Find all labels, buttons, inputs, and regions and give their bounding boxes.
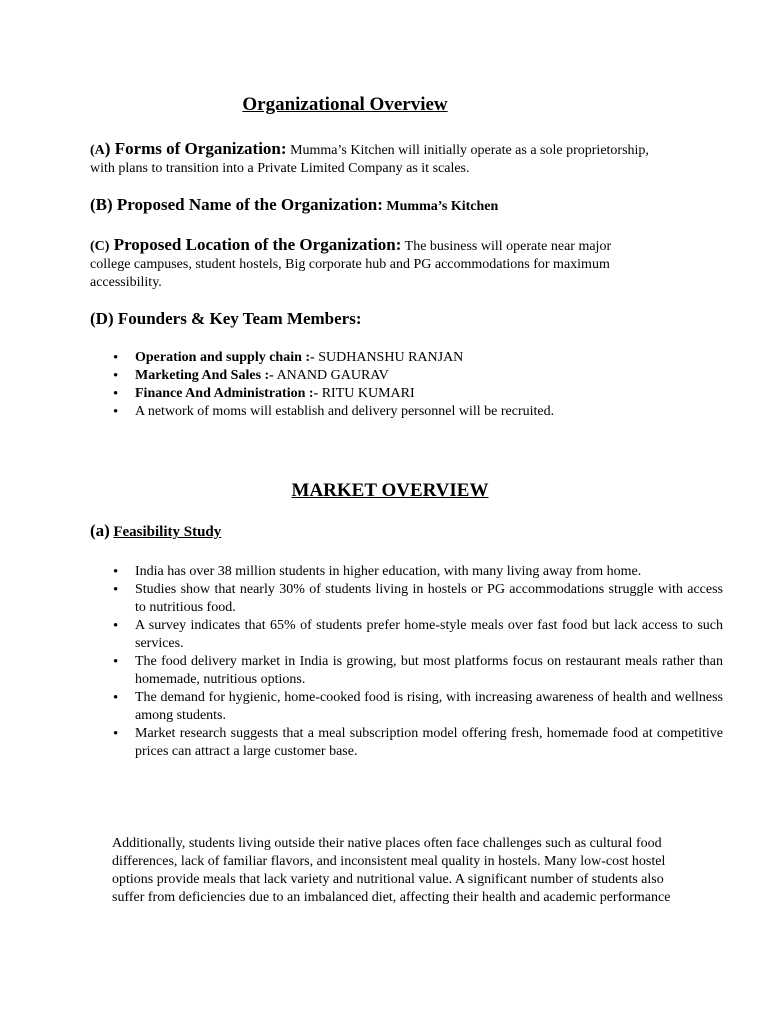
- member-role: Marketing And Sales :-: [135, 368, 274, 383]
- section-b-heading: (B) Proposed Name of the Organization:: [90, 195, 383, 214]
- list-item: • The food delivery market in India is growing, but most platforms focus on restaurant meals rather than homemade, nutritious options.: [135, 653, 723, 689]
- member-role: Operation and supply chain :-: [135, 350, 315, 365]
- market-title: MARKET OVERVIEW: [291, 480, 489, 501]
- section-a-text: Mumma’s Kitchen will initially operate as a sole proprietorship, with plans to transition into a Private Limited Company as it scales.: [90, 143, 649, 176]
- list-item: • India has over 38 million students in higher education, with many living away from home.: [135, 563, 723, 581]
- feasibility-title: Feasibility Study: [113, 524, 222, 540]
- section-a: [90, 140, 650, 178]
- member-name: SUDHANSHU RANJAN: [314, 350, 464, 365]
- list-item: • A network of moms will establish and delivery personnel will be recruited.: [135, 403, 723, 421]
- section-d-heading: (D) Founders & Key Team Members:: [90, 309, 362, 328]
- section-d: [90, 310, 650, 330]
- feasibility-heading: [90, 522, 650, 542]
- list-item: [135, 349, 723, 367]
- list-item: [135, 367, 723, 385]
- section-c: [90, 236, 650, 292]
- feasibility-prefix: (a): [90, 521, 110, 540]
- list-item: • Studies show that nearly 30% of students living in hostels or PG accommodations struggle with access to nutritious food.: [135, 581, 723, 617]
- section-c-text: The business will operate near major college campuses, student hostels, Big corporate hub and PG accommodations for maximum accessibility.: [90, 239, 612, 290]
- section-b-value: Mumma’s Kitchen: [386, 199, 499, 214]
- list-item: • A survey indicates that 65% of students prefer home-style meals over fast food but lack access to such services.: [135, 617, 723, 653]
- section-a-heading: ) Forms of Organization:: [104, 139, 287, 158]
- member-name: RITU KUMARI: [318, 386, 415, 401]
- member-role: Finance And Administration :-: [135, 386, 319, 401]
- list-item: • The demand for hygienic, home-cooked food is rising, with increasing awareness of health and wellness among students.: [135, 689, 723, 725]
- org-title: Organizational Overview: [242, 94, 448, 115]
- list-item: [135, 385, 723, 403]
- section-a-prefix: (A: [90, 143, 105, 158]
- section-c-heading: Proposed Location of the Organization:: [109, 235, 402, 254]
- team-list: [90, 349, 723, 421]
- member-name: ANAND GAURAV: [273, 368, 389, 383]
- section-b: [90, 196, 650, 216]
- list-item: • Market research suggests that a meal subscription model offering fresh, homemade food at competitive prices can attract a large customer base.: [135, 725, 723, 761]
- section-c-prefix: (C): [90, 239, 110, 254]
- closing-paragraph: Additionally, students living outside their native places often face challenges such as cultural food differences, lack of familiar flavors, and inconsistent meal quality in hostels. Many low-cost hostel options provide meals that lack variety and nutritional value. A significant number of students also suffer from deficiencies due to an imbalanced diet, affecting their health and academic performance: [112, 836, 671, 905]
- feasibility-list: [90, 563, 723, 761]
